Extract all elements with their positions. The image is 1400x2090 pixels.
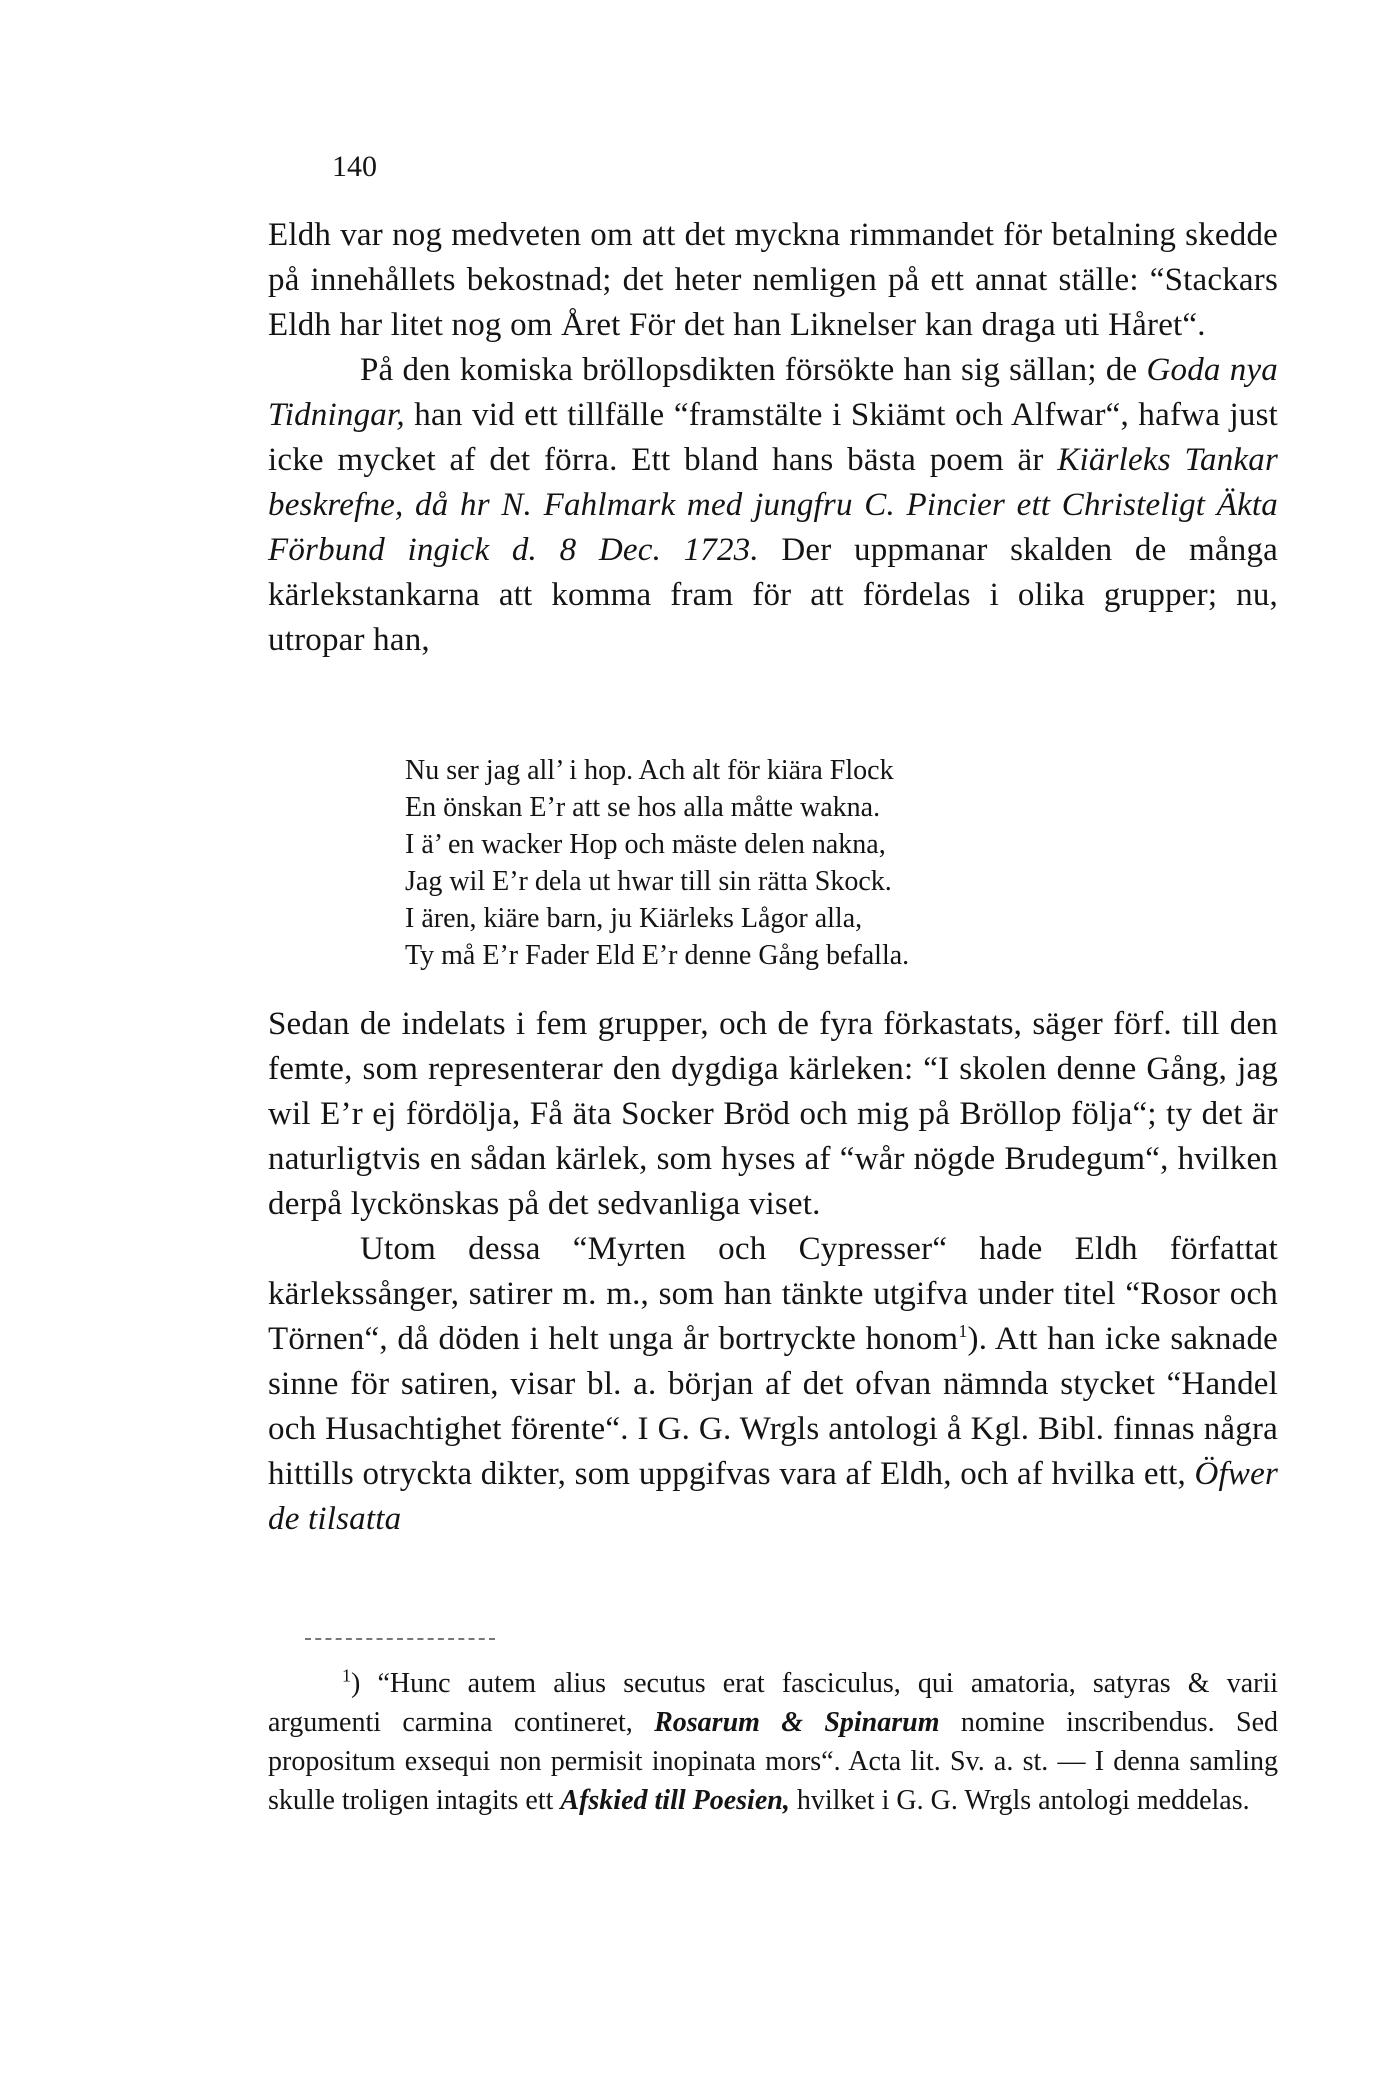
poem-line-4: Jag wil E’r dela ut hwar till sin rätta Skock. bbox=[405, 866, 892, 897]
paragraph-4-text-b: ). Att han icke saknade sinne för satiren, visar bl. a. början af det ofvan nämnda stycket “Handel och Husachtighet förente“. I G. G. Wrgls antologi å Kgl. Bibl. finnas några hittills otryckta dikter, som uppgifvas vara af Eldh, och af hvilka ett, bbox=[268, 1321, 1278, 1492]
footnote-text-a: ) “Hunc autem alius secutus erat fasciculus, qui amatoria, satyras & varii argumenti carmina contineret, bbox=[268, 1668, 1278, 1738]
paragraph-4-text-a: Utom dessa “Myrten och Cypresser“ hade Eldh författat kärlekssånger, satirer m. m., som han tänkte utgifva under titel “Rosor och Törnen“, då döden i helt unga år bortryckte honom bbox=[268, 1231, 1278, 1357]
footnote-title-afskied: Afskied till Poesien, bbox=[560, 1785, 790, 1816]
footnote-text-c: nomine inscribendus. Sed propositum exsequi non permisit inopinata mors“. Acta lit. Sv. a. st. — I denna samling skulle troligen intagits ett bbox=[268, 1707, 1278, 1816]
poem-line-6: Ty må E’r Fader Eld E’r denne Gång befalla. bbox=[405, 940, 910, 971]
paragraph-2-text-c: han vid ett tillfälle “framstälte i Skiämt och Alfwar“, hafwa just icke mycket af det förra. Ett bland hans bästa poem är bbox=[268, 397, 1278, 478]
poem-line-3: I ä’ en wacker Hop och mäste delen nakna, bbox=[405, 829, 886, 860]
footnote-title-rosarum: Rosarum & Spinarum bbox=[654, 1707, 940, 1738]
paragraph-3: Sedan de indelats i fem grupper, och de fyra förkastats, säger förf. till den femte, som representerar den dygdiga kärleken: “I skolen denne Gång, jag wil E’r ej fördölja, Få äta Socker Bröd och mig på Bröllop följa“; ty det är naturligtvis en sådan kärlek, som hyses af “wår nögde Brudegum“, hvilken derpå lyckönskas på det sedvanliga viset. bbox=[268, 1006, 1278, 1222]
footnote-marker: 1 bbox=[342, 1665, 351, 1686]
paragraph-2-poem-title: Kiärleks Tankar beskrefne, då hr N. Fahlmark med jungfru C. Pincier ett Christeligt Äkta Förbund ingick d. 8 Dec. 1723. bbox=[268, 442, 1278, 568]
poem-line-2: En önskan E’r att se hos alla måtte wakna. bbox=[405, 792, 881, 823]
paragraph-2-text-a: På den komiska bröllopsdikten försökte han sig sällan; de bbox=[360, 352, 1147, 388]
footnote-reference: 1 bbox=[958, 1321, 968, 1341]
footnote bbox=[268, 1664, 1278, 1820]
footnote-text-e: hvilket i G. G. Wrgls antologi meddelas. bbox=[789, 1785, 1250, 1816]
poem-line-1: Nu ser jag all’ i hop. Ach alt för kiära Flock bbox=[405, 755, 894, 786]
main-text-lower bbox=[268, 1002, 1278, 1542]
paragraph-2 bbox=[268, 348, 1278, 663]
paragraph-4 bbox=[268, 1227, 1278, 1542]
poem-line-5: I ären, kiäre barn, ju Kiärleks Lågor alla, bbox=[405, 903, 863, 934]
paragraph-2-text-e: Der uppmanar skalden de många kärlekstankarna att komma fram för att fördelas i olika grupper; nu, utropar han, bbox=[268, 532, 1278, 658]
paragraph-2-title-goda-nya-tidningar: Goda nya Tidningar, bbox=[268, 352, 1278, 433]
main-text-upper bbox=[268, 213, 1278, 663]
footnote-separator bbox=[305, 1638, 495, 1640]
paragraph-1: Eldh var nog medveten om att det myckna rimmandet för betalning skedde på innehållets bekostnad; det heter nemligen på ett annat ställe: “Stackars Eldh har litet nog om Året För det han Liknelser kan draga uti Håret“. bbox=[268, 217, 1278, 343]
paragraph-4-title-ofwer: Öfwer de tilsatta bbox=[268, 1456, 1278, 1537]
poem-quotation bbox=[405, 752, 1125, 974]
page-number: 140 bbox=[332, 150, 377, 183]
